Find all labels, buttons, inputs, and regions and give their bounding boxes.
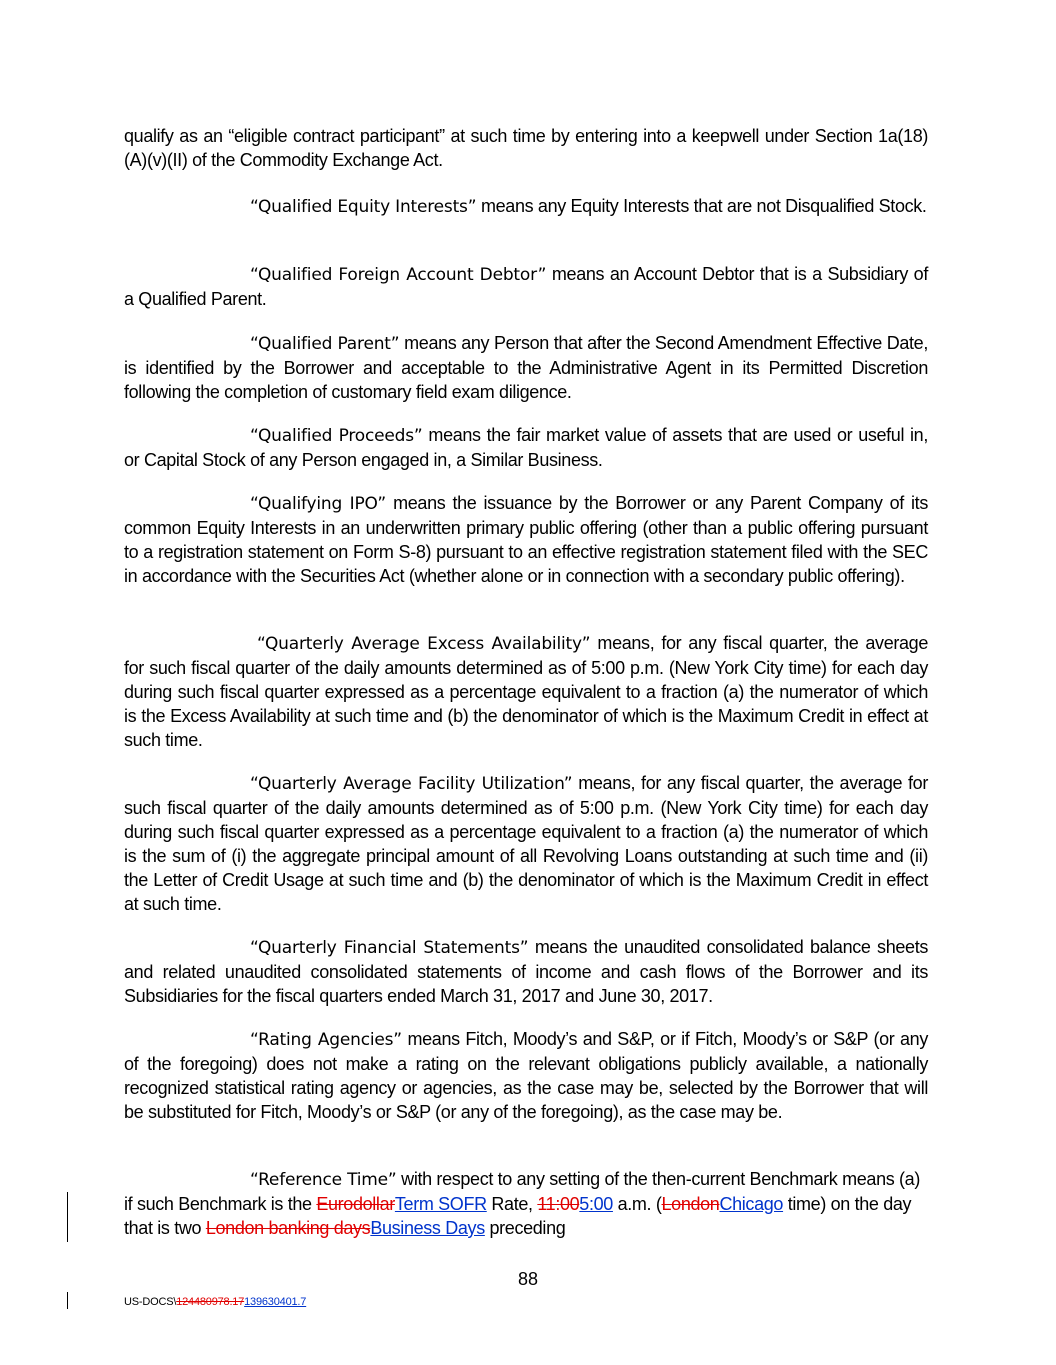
page-number: 88	[517, 1269, 539, 1289]
defined-term: “Quarterly Average Excess Availability”	[257, 634, 591, 654]
document-id-deleted: 124480978.17	[176, 1296, 245, 1308]
inserted-text: Term SOFR	[394, 1194, 487, 1214]
definition-text: with respect to any setting of the then-current Benchmark means (a) if such Benchmark is the	[124, 1169, 920, 1214]
definition-text: means the fair market value of assets that are used or useful in, or Capital Stock of any Person engaged in, a Similar Business.	[124, 425, 928, 470]
definition-text: means, for any fiscal quarter, the average for such fiscal quarter of the daily amounts determined as of 5:00 p.m. (New York City time) for each day during such fiscal quarter expressed as a percentage equivalent to a fraction (a) the numerator of which is the Excess Availability at such time and (b) the denominator of which is the Maximum Credit in effect at such time.	[124, 633, 928, 750]
definition-quarterly-average-excess-availability	[124, 631, 928, 752]
change-bar	[67, 1192, 68, 1242]
definition-qualified-proceeds	[124, 423, 928, 472]
definition-text: means the unaudited consolidated balance sheets and related unaudited consolidated statements of income and cash flows of the Borrower and its Subsidiaries for the fiscal quarters ended March 31, 2017 and June 30, 2017.	[124, 937, 928, 1006]
definition-text: means any Person that after the Second Amendment Effective Date, is identified by the Borrower and acceptable to the Administrative Agent in its Permitted Discretion following the completion of customary field exam diligence.	[124, 333, 928, 402]
definition-qualified-parent	[124, 331, 928, 404]
deleted-text: 11:00	[537, 1194, 580, 1214]
definition-quarterly-average-facility-utilization	[124, 771, 928, 916]
definition-text: a.m. (	[612, 1194, 662, 1214]
inserted-text: Chicago	[719, 1194, 784, 1214]
definition-qualifying-ipo	[124, 491, 928, 588]
inserted-text: 5:00	[579, 1194, 613, 1214]
defined-term: “Qualified Foreign Account Debtor”	[250, 265, 547, 285]
defined-term: “Qualified Equity Interests”	[250, 197, 477, 217]
document-id-prefix: US-DOCS\	[124, 1296, 177, 1308]
definition-reference-time	[124, 1167, 924, 1240]
footer-change-bar	[67, 1292, 68, 1309]
document-id-inserted: 139630401.7	[244, 1296, 307, 1308]
defined-term: “Qualifying IPO”	[250, 494, 387, 514]
defined-term: “Quarterly Average Facility Utilization”	[250, 774, 573, 794]
continuation-text: qualify as an “eligible contract participant” at such time by entering into a keepwell under Section 1a(18)(A)(v)(II) of the Commodity Exchange Act.	[124, 126, 928, 170]
definition-text: means, for any fiscal quarter, the average for such fiscal quarter of the daily amounts determined as of 5:00 p.m. (New York City time) for each day during such fiscal quarter expressed as a percentage equivalent to a fraction (a) the numerator of which is the sum of (i) the aggregate principal amount of all Revolving Loans outstanding at such time and (ii) the Letter of Credit Usage at such time and (b) the denominator of which is the Maximum Credit in effect at such time.	[124, 773, 928, 914]
definition-text: means any Equity Interests that are not Disqualified Stock.	[476, 196, 927, 216]
defined-term: “Quarterly Financial Statements”	[250, 938, 529, 958]
defined-term: “Qualified Parent”	[250, 334, 400, 354]
deleted-text: London banking days	[205, 1218, 371, 1238]
definition-rating-agencies	[124, 1027, 928, 1124]
continuation-paragraph	[124, 124, 928, 172]
definition-qualified-foreign-account-debtor	[124, 262, 928, 311]
definition-qualified-equity-interests	[124, 194, 928, 219]
definition-text: means the issuance by the Borrower or any Parent Company of its common Equity Interests in an underwritten primary public offering (other than a public offering pursuant to a registration statement on Form S-8) pursuant to an effective registration statement filed with the SEC in accordance with the Securities Act (whether alone or in connection with a secondary public offering).	[124, 493, 928, 586]
definition-quarterly-financial-statements	[124, 935, 928, 1008]
defined-term: “Reference Time”	[250, 1170, 397, 1190]
definition-text: preceding	[484, 1218, 566, 1238]
defined-term: “Qualified Proceeds”	[250, 426, 423, 446]
definition-text: means an Account Debtor that is a Subsidiary of a Qualified Parent.	[124, 264, 928, 309]
deleted-text: Eurodollar	[316, 1194, 395, 1214]
deleted-text: London	[661, 1194, 720, 1214]
inserted-text: Business Days	[370, 1218, 485, 1238]
defined-term: “Rating Agencies”	[250, 1030, 402, 1050]
definition-text: means Fitch, Moody’s and S&P, or if Fitch, Moody’s or S&P (or any of the foregoing) does not make a rating on the relevant obligations publicly available, a nationally recognized statistical rating agency or agencies, as the case may be, selected by the Borrower that will be substituted for Fitch, Moody’s or S&P (or any of the foregoing), as the case may be.	[124, 1029, 928, 1122]
document-id	[124, 1296, 306, 1308]
definition-text: time) on the day that is two	[124, 1194, 912, 1238]
definition-text: Rate,	[486, 1194, 538, 1214]
